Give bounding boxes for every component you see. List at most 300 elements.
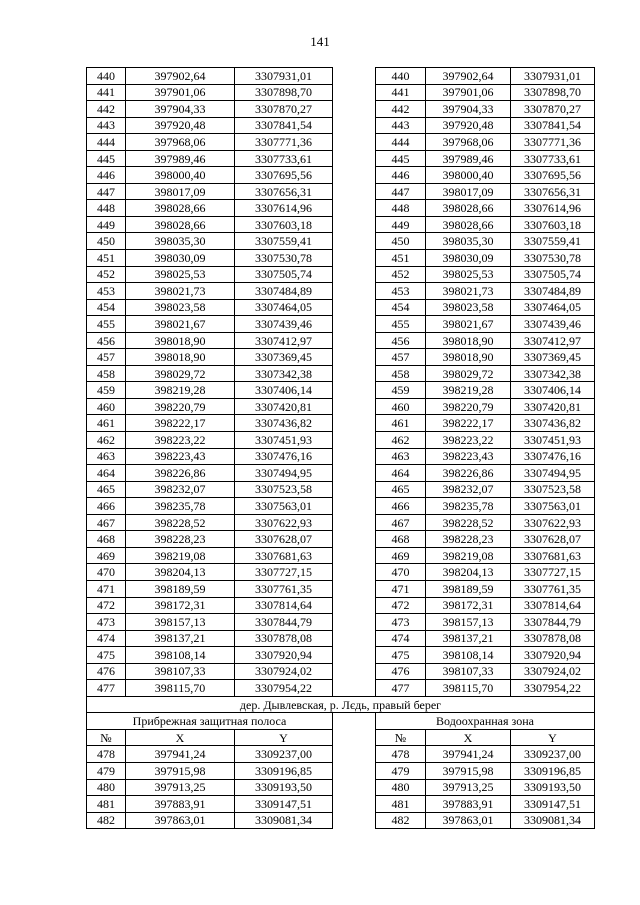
y-coordinate-cell: 3307733,61 [235, 150, 333, 167]
point-number-cell: 450 [87, 233, 126, 250]
column-gap [333, 465, 376, 482]
y-coordinate-cell: 3307439,46 [235, 316, 333, 333]
y-coordinate-cell: 3307870,27 [511, 101, 595, 118]
point-number-cell: 454 [87, 299, 126, 316]
x-coordinate-cell: 398219,28 [426, 382, 511, 399]
y-coordinate-cell: 3307771,36 [235, 134, 333, 151]
y-coordinate-cell: 3307695,56 [235, 167, 333, 184]
number-header: № [376, 729, 426, 746]
point-number-cell: 458 [376, 365, 426, 382]
table-row [87, 200, 595, 217]
y-coordinate-cell: 3307420,81 [511, 398, 595, 415]
number-header: № [87, 729, 126, 746]
x-coordinate-cell: 398108,14 [126, 647, 235, 664]
table-row [87, 465, 595, 482]
y-coordinate-cell: 3307412,97 [511, 332, 595, 349]
x-coordinate-cell: 398189,59 [126, 580, 235, 597]
point-number-cell: 476 [87, 663, 126, 680]
x-coordinate-cell: 398017,09 [126, 183, 235, 200]
point-number-cell: 471 [376, 580, 426, 597]
column-gap [333, 299, 376, 316]
x-coordinate-cell: 398018,90 [126, 332, 235, 349]
point-number-cell: 459 [87, 382, 126, 399]
point-number-cell: 475 [376, 647, 426, 664]
table-row [87, 365, 595, 382]
x-coordinate-cell: 398025,53 [126, 266, 235, 283]
x-coordinate-cell: 398028,66 [126, 216, 235, 233]
x-coordinate-cell: 398137,21 [126, 630, 235, 647]
point-number-cell: 480 [376, 779, 426, 796]
point-number-cell: 469 [87, 547, 126, 564]
y-coordinate-cell: 3307530,78 [511, 250, 595, 267]
column-gap [333, 167, 376, 184]
y-coordinate-cell: 3307476,16 [511, 448, 595, 465]
point-number-cell: 479 [87, 762, 126, 779]
y-coordinate-cell: 3307614,96 [511, 200, 595, 217]
point-number-cell: 477 [87, 680, 126, 697]
y-coordinate-cell: 3307342,38 [235, 365, 333, 382]
x-coordinate-cell: 397913,25 [126, 779, 235, 796]
column-gap [333, 812, 376, 829]
column-gap [333, 713, 376, 730]
table-row [87, 415, 595, 432]
table-row [87, 779, 595, 796]
x-coordinate-cell: 397915,98 [426, 762, 511, 779]
point-number-cell: 480 [87, 779, 126, 796]
point-number-cell: 464 [376, 465, 426, 482]
point-number-cell: 458 [87, 365, 126, 382]
column-gap [333, 796, 376, 813]
x-coordinate-cell: 398189,59 [426, 580, 511, 597]
table-row [87, 382, 595, 399]
x-coordinate-cell: 397904,33 [426, 101, 511, 118]
point-number-cell: 443 [376, 117, 426, 134]
point-number-cell: 440 [87, 68, 126, 85]
y-coordinate-cell: 3307814,64 [511, 597, 595, 614]
point-number-cell: 467 [87, 514, 126, 531]
point-number-cell: 465 [376, 481, 426, 498]
y-coordinate-cell: 3307931,01 [235, 68, 333, 85]
y-coordinate-cell: 3307451,93 [235, 432, 333, 449]
y-coordinate-cell: 3307563,01 [235, 498, 333, 515]
y-coordinate-cell: 3307924,02 [511, 663, 595, 680]
x-coordinate-cell: 398115,70 [126, 680, 235, 697]
column-gap [333, 630, 376, 647]
point-number-cell: 469 [376, 547, 426, 564]
x-coordinate-cell: 398030,09 [126, 250, 235, 267]
x-coordinate-cell: 398025,53 [426, 266, 511, 283]
column-gap [333, 183, 376, 200]
x-coordinate-cell: 398235,78 [426, 498, 511, 515]
y-coordinate-cell: 3307505,74 [235, 266, 333, 283]
y-coordinate-cell: 3307559,41 [511, 233, 595, 250]
y-coordinate-cell: 3307436,82 [511, 415, 595, 432]
x-coordinate-cell: 397901,06 [426, 84, 511, 101]
x-coordinate-cell: 398107,33 [426, 663, 511, 680]
x-coordinate-cell: 398017,09 [426, 183, 511, 200]
point-number-cell: 442 [376, 101, 426, 118]
table-row [87, 250, 595, 267]
point-number-cell: 462 [87, 432, 126, 449]
y-coordinate-cell: 3307523,58 [511, 481, 595, 498]
x-coordinate-cell: 398204,13 [126, 564, 235, 581]
point-number-cell: 441 [87, 84, 126, 101]
column-gap [333, 481, 376, 498]
point-number-cell: 442 [87, 101, 126, 118]
y-coordinate-cell: 3307563,01 [511, 498, 595, 515]
x-coordinate-cell: 397863,01 [126, 812, 235, 829]
table-row [87, 796, 595, 813]
x-coordinate-cell: 397913,25 [426, 779, 511, 796]
x-coordinate-cell: 398035,30 [126, 233, 235, 250]
point-number-cell: 460 [376, 398, 426, 415]
x-coordinate-cell: 398021,67 [426, 316, 511, 333]
point-number-cell: 474 [87, 630, 126, 647]
x-coordinate-cell: 398108,14 [426, 647, 511, 664]
section-row [87, 696, 595, 713]
table-row [87, 216, 595, 233]
x-coordinate-cell: 398018,90 [426, 349, 511, 366]
x-coordinate-cell: 398223,43 [426, 448, 511, 465]
x-coordinate-cell: 398023,58 [426, 299, 511, 316]
coastal-strip-title: Прибрежная защитная полоса [87, 713, 333, 730]
point-number-cell: 478 [87, 746, 126, 763]
column-gap [333, 531, 376, 548]
y-coordinate-cell: 3307844,79 [235, 614, 333, 631]
y-coordinate-cell: 3309196,85 [511, 762, 595, 779]
point-number-cell: 463 [376, 448, 426, 465]
column-gap [333, 233, 376, 250]
point-number-cell: 472 [376, 597, 426, 614]
point-number-cell: 478 [376, 746, 426, 763]
point-number-cell: 468 [376, 531, 426, 548]
column-gap [333, 134, 376, 151]
y-coordinate-cell: 3307761,35 [511, 580, 595, 597]
point-number-cell: 468 [87, 531, 126, 548]
column-gap [333, 779, 376, 796]
point-number-cell: 453 [376, 283, 426, 300]
column-gap [333, 614, 376, 631]
point-number-cell: 466 [376, 498, 426, 515]
x-coordinate-cell: 398000,40 [126, 167, 235, 184]
y-coordinate-cell: 3307559,41 [235, 233, 333, 250]
table-row [87, 448, 595, 465]
y-coordinate-cell: 3307931,01 [511, 68, 595, 85]
x-coordinate-cell: 398030,09 [426, 250, 511, 267]
x-coordinate-cell: 398228,52 [126, 514, 235, 531]
x-coordinate-cell: 398219,08 [426, 547, 511, 564]
x-coordinate-cell: 398029,72 [126, 365, 235, 382]
y-coordinate-cell: 3307681,63 [511, 547, 595, 564]
table-row [87, 299, 595, 316]
y-coordinate-cell: 3307681,63 [235, 547, 333, 564]
y-coordinate-cell: 3307523,58 [235, 481, 333, 498]
point-number-cell: 455 [87, 316, 126, 333]
table-row [87, 266, 595, 283]
y-coordinate-cell: 3307614,96 [235, 200, 333, 217]
x-coordinate-cell: 398035,30 [426, 233, 511, 250]
y-coordinate-cell: 3307342,38 [511, 365, 595, 382]
y-coordinate-cell: 3307436,82 [235, 415, 333, 432]
point-number-cell: 459 [376, 382, 426, 399]
x-coordinate-cell: 397941,24 [426, 746, 511, 763]
x-coordinate-cell: 397941,24 [126, 746, 235, 763]
y-coordinate-cell: 3307628,07 [235, 531, 333, 548]
x-coordinate-cell: 397901,06 [126, 84, 235, 101]
y-coordinate-cell: 3307406,14 [235, 382, 333, 399]
table-row [87, 547, 595, 564]
column-gap [333, 283, 376, 300]
x-coordinate-cell: 398232,07 [126, 481, 235, 498]
column-gap [333, 398, 376, 415]
column-gap [333, 663, 376, 680]
table-row [87, 481, 595, 498]
x-coordinate-cell: 397968,06 [426, 134, 511, 151]
x-coordinate-cell: 398232,07 [426, 481, 511, 498]
point-number-cell: 473 [376, 614, 426, 631]
y-coordinate-cell: 3307420,81 [235, 398, 333, 415]
x-coordinate-cell: 398222,17 [426, 415, 511, 432]
point-number-cell: 476 [376, 663, 426, 680]
table-row [87, 498, 595, 515]
point-number-cell: 453 [87, 283, 126, 300]
y-coordinate-cell: 3309237,00 [235, 746, 333, 763]
column-gap [333, 150, 376, 167]
point-number-cell: 474 [376, 630, 426, 647]
point-number-cell: 462 [376, 432, 426, 449]
column-gap [333, 547, 376, 564]
y-coordinate-cell: 3307841,54 [235, 117, 333, 134]
y-coordinate-cell: 3307439,46 [511, 316, 595, 333]
column-gap [333, 349, 376, 366]
point-number-cell: 461 [376, 415, 426, 432]
x-header: X [126, 729, 235, 746]
column-gap [333, 84, 376, 101]
x-coordinate-cell: 398018,90 [426, 332, 511, 349]
point-number-cell: 440 [376, 68, 426, 85]
y-coordinate-cell: 3309237,00 [511, 746, 595, 763]
column-gap [333, 200, 376, 217]
y-coordinate-cell: 3307484,89 [235, 283, 333, 300]
table-row [87, 68, 595, 85]
y-coordinate-cell: 3307695,56 [511, 167, 595, 184]
x-coordinate-cell: 398107,33 [126, 663, 235, 680]
x-coordinate-cell: 397904,33 [126, 101, 235, 118]
point-number-cell: 475 [87, 647, 126, 664]
point-number-cell: 448 [376, 200, 426, 217]
y-coordinate-cell: 3307898,70 [235, 84, 333, 101]
point-number-cell: 444 [87, 134, 126, 151]
y-coordinate-cell: 3307464,05 [235, 299, 333, 316]
column-gap [333, 250, 376, 267]
x-coordinate-cell: 398018,90 [126, 349, 235, 366]
point-number-cell: 460 [87, 398, 126, 415]
table-row [87, 564, 595, 581]
point-number-cell: 470 [87, 564, 126, 581]
table-row [87, 432, 595, 449]
x-coordinate-cell: 398228,23 [126, 531, 235, 548]
x-coordinate-cell: 398028,66 [426, 216, 511, 233]
column-header-row [87, 729, 595, 746]
x-coordinate-cell: 398137,21 [426, 630, 511, 647]
y-coordinate-cell: 3307622,93 [511, 514, 595, 531]
point-number-cell: 482 [87, 812, 126, 829]
y-coordinate-cell: 3307494,95 [235, 465, 333, 482]
x-coordinate-cell: 398172,31 [426, 597, 511, 614]
point-number-cell: 445 [376, 150, 426, 167]
y-coordinate-cell: 3307924,02 [235, 663, 333, 680]
x-coordinate-cell: 398157,13 [426, 614, 511, 631]
column-gap [333, 762, 376, 779]
table-row [87, 134, 595, 151]
x-coordinate-cell: 398157,13 [126, 614, 235, 631]
point-number-cell: 463 [87, 448, 126, 465]
y-coordinate-cell: 3307954,22 [235, 680, 333, 697]
point-number-cell: 447 [376, 183, 426, 200]
point-number-cell: 449 [87, 216, 126, 233]
y-coordinate-cell: 3309193,50 [511, 779, 595, 796]
table-row [87, 762, 595, 779]
water-protection-zone-title: Водоохранная зона [376, 713, 595, 730]
column-gap [333, 498, 376, 515]
x-coordinate-cell: 398226,86 [426, 465, 511, 482]
table-row [87, 101, 595, 118]
point-number-cell: 477 [376, 680, 426, 697]
y-coordinate-cell: 3307954,22 [511, 680, 595, 697]
y-coordinate-cell: 3307656,31 [235, 183, 333, 200]
x-coordinate-cell: 398235,78 [126, 498, 235, 515]
point-number-cell: 456 [376, 332, 426, 349]
point-number-cell: 451 [376, 250, 426, 267]
point-number-cell: 447 [87, 183, 126, 200]
x-coordinate-cell: 397920,48 [426, 117, 511, 134]
column-gap [333, 216, 376, 233]
column-gap [333, 68, 376, 85]
y-coordinate-cell: 3307484,89 [511, 283, 595, 300]
point-number-cell: 481 [87, 796, 126, 813]
table-row [87, 183, 595, 200]
x-coordinate-cell: 398204,13 [426, 564, 511, 581]
column-gap [333, 365, 376, 382]
point-number-cell: 456 [87, 332, 126, 349]
x-coordinate-cell: 398115,70 [426, 680, 511, 697]
y-coordinate-cell: 3307656,31 [511, 183, 595, 200]
y-coordinate-cell: 3307727,15 [511, 564, 595, 581]
point-number-cell: 441 [376, 84, 426, 101]
y-header: Y [235, 729, 333, 746]
table-row [87, 680, 595, 697]
x-coordinate-cell: 398021,67 [126, 316, 235, 333]
point-number-cell: 448 [87, 200, 126, 217]
point-number-cell: 451 [87, 250, 126, 267]
y-coordinate-cell: 3307412,97 [235, 332, 333, 349]
y-coordinate-cell: 3307628,07 [511, 531, 595, 548]
y-coordinate-cell: 3309147,51 [511, 796, 595, 813]
x-coordinate-cell: 398228,23 [426, 531, 511, 548]
y-coordinate-cell: 3307530,78 [235, 250, 333, 267]
x-coordinate-cell: 398021,73 [126, 283, 235, 300]
x-coordinate-cell: 398220,79 [126, 398, 235, 415]
column-gap [333, 746, 376, 763]
x-coordinate-cell: 398023,58 [126, 299, 235, 316]
point-number-cell: 445 [87, 150, 126, 167]
point-number-cell: 450 [376, 233, 426, 250]
y-coordinate-cell: 3307622,93 [235, 514, 333, 531]
y-coordinate-cell: 3307464,05 [511, 299, 595, 316]
point-number-cell: 452 [87, 266, 126, 283]
column-gap [333, 332, 376, 349]
table-row [87, 597, 595, 614]
column-gap [333, 564, 376, 581]
y-coordinate-cell: 3307603,18 [235, 216, 333, 233]
y-coordinate-cell: 3309147,51 [235, 796, 333, 813]
column-gap [333, 117, 376, 134]
y-coordinate-cell: 3307451,93 [511, 432, 595, 449]
table-row [87, 630, 595, 647]
column-gap [333, 415, 376, 432]
point-number-cell: 472 [87, 597, 126, 614]
point-number-cell: 444 [376, 134, 426, 151]
x-coordinate-cell: 398223,43 [126, 448, 235, 465]
y-coordinate-cell: 3307841,54 [511, 117, 595, 134]
point-number-cell: 473 [87, 614, 126, 631]
column-gap [333, 432, 376, 449]
x-coordinate-cell: 397920,48 [126, 117, 235, 134]
point-number-cell: 454 [376, 299, 426, 316]
point-number-cell: 464 [87, 465, 126, 482]
y-coordinate-cell: 3307870,27 [235, 101, 333, 118]
section-title: дер. Дывлевская, р. Лєдь, правый берег [87, 696, 595, 713]
y-coordinate-cell: 3307369,45 [235, 349, 333, 366]
y-coordinate-cell: 3307494,95 [511, 465, 595, 482]
y-coordinate-cell: 3307878,08 [235, 630, 333, 647]
y-coordinate-cell: 3307761,35 [235, 580, 333, 597]
y-coordinate-cell: 3307369,45 [511, 349, 595, 366]
point-number-cell: 481 [376, 796, 426, 813]
column-gap [333, 729, 376, 746]
y-coordinate-cell: 3307920,94 [511, 647, 595, 664]
y-coordinate-cell: 3307878,08 [511, 630, 595, 647]
point-number-cell: 461 [87, 415, 126, 432]
x-coordinate-cell: 397883,91 [426, 796, 511, 813]
point-number-cell: 446 [376, 167, 426, 184]
x-coordinate-cell: 397902,64 [126, 68, 235, 85]
x-coordinate-cell: 398222,17 [126, 415, 235, 432]
y-coordinate-cell: 3307603,18 [511, 216, 595, 233]
x-coordinate-cell: 397989,46 [126, 150, 235, 167]
table-row [87, 531, 595, 548]
x-coordinate-cell: 397968,06 [126, 134, 235, 151]
x-coordinate-cell: 398172,31 [126, 597, 235, 614]
column-gap [333, 101, 376, 118]
point-number-cell: 471 [87, 580, 126, 597]
y-coordinate-cell: 3309193,50 [235, 779, 333, 796]
x-coordinate-cell: 397883,91 [126, 796, 235, 813]
point-number-cell: 446 [87, 167, 126, 184]
x-coordinate-cell: 397902,64 [426, 68, 511, 85]
point-number-cell: 449 [376, 216, 426, 233]
table-row [87, 349, 595, 366]
x-coordinate-cell: 397989,46 [426, 150, 511, 167]
point-number-cell: 455 [376, 316, 426, 333]
table-row [87, 316, 595, 333]
page-number: 141 [310, 34, 330, 49]
x-coordinate-cell: 398028,66 [126, 200, 235, 217]
table-row [87, 84, 595, 101]
coordinates-table [86, 67, 595, 829]
x-coordinate-cell: 398219,08 [126, 547, 235, 564]
point-number-cell: 457 [87, 349, 126, 366]
